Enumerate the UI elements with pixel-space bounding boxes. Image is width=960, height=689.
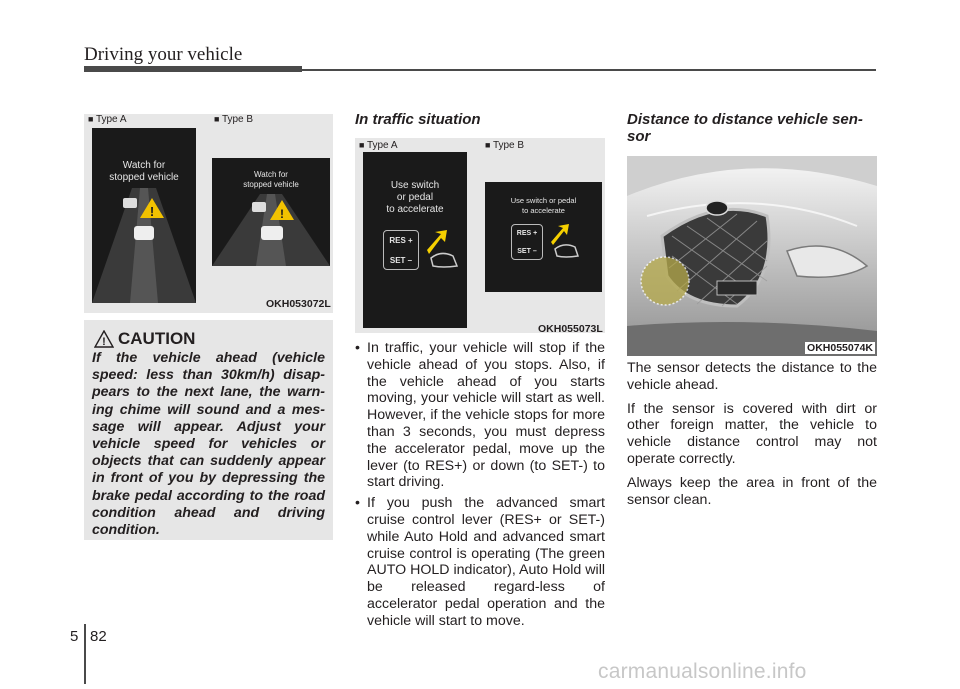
traffic-a-line3: to accelerate <box>386 204 444 215</box>
display-type-b <box>212 158 330 266</box>
traffic-display-type-a <box>363 152 467 328</box>
traffic-bullet-list <box>355 340 605 634</box>
display-a-line1: Watch for <box>122 160 166 171</box>
list-item: • In traffic, your vehicle will stop if the vehicle ahead of you stops. Also, if the vehicle ahead of you starts moving, your vehicle will start as well. However, if the vehicle stops for more than 3 seconds, you must depress the accelerator pedal, move up the lever (to RES+) or down (to SET-) to start driving. <box>355 340 605 491</box>
pedal-arrow-icon <box>421 228 463 272</box>
lever-graphic-b <box>511 224 543 260</box>
sensor-text <box>627 360 877 515</box>
page-number: 82 <box>90 628 107 645</box>
warning-triangle-icon <box>94 330 114 348</box>
sensor-paragraph-3: Always keep the area in front of the sensor clean. <box>627 474 877 508</box>
watermark: carmanualsonline.info <box>598 660 807 683</box>
figure-use-switch <box>355 138 605 333</box>
lever-graphic-a <box>383 230 419 270</box>
pedal-arrow-icon-b <box>545 222 585 262</box>
header-rule-thin <box>302 69 876 71</box>
display-type-a <box>92 128 196 303</box>
car-front-illustration <box>627 156 877 356</box>
chapter-number: 5 <box>70 628 79 645</box>
figure-stopped-vehicle <box>84 114 333 313</box>
traffic-heading: In traffic situation <box>355 111 481 128</box>
res-label-a: RES + <box>389 236 413 245</box>
caution-body: If the vehicle ahead (vehicle speed: less than 30km/h) disap-pears to the next lane, the warn-ing chime will sound and a mes-sage will appear. Adjust your vehicle speed for vehicles or objects that can suddenly appear in front of you by depressing the brake pedal according to the road condition ahead and driving condition. <box>92 350 325 539</box>
traffic-display-type-b <box>485 182 602 292</box>
traffic-b-line1: Use switch or pedal <box>510 196 577 205</box>
res-label-b: RES + <box>516 230 538 237</box>
display-b-line2: stopped vehicle <box>243 180 299 189</box>
traffic-b-line2: to accelerate <box>522 206 565 215</box>
display-a-line2: stopped vehicle <box>109 172 179 183</box>
figure3-code: OKH055074K <box>807 342 873 354</box>
list-item: • If you push the advanced smart cruise control lever (RES+ or SET-) while Auto Hold and advanced smart cruise control is operating (The green AUTO HOLD indicator), Auto Hold will be released regard-less of accelerator pedal operation and the vehicle will start to move. <box>355 495 605 629</box>
set-label-b: SET – <box>517 248 537 255</box>
display-b-line1: Watch for <box>254 170 288 179</box>
traffic-type-a-label: ■ Type A <box>359 140 398 151</box>
page-header-title: Driving your vehicle <box>84 44 243 65</box>
traffic-a-line1: Use switch <box>390 180 440 191</box>
svg-text:!: ! <box>102 336 106 348</box>
road-graphic-a <box>92 188 196 303</box>
type-b-label: ■ Type B <box>214 114 253 125</box>
svg-text:!: ! <box>149 204 155 219</box>
type-a-label: ■ Type A <box>88 114 127 125</box>
traffic-a-line2: or pedal <box>396 192 434 203</box>
header-rule-thick <box>84 66 302 72</box>
caution-title: CAUTION <box>118 329 196 348</box>
sensor-paragraph-2: If the sensor is covered with dirt or other foreign matter, the vehicle to vehicle distance control may not operate correctly. <box>627 400 877 467</box>
sensor-heading: Distance to distance vehicle sen-sor <box>627 111 863 145</box>
footer-rule <box>84 624 86 684</box>
set-label-a: SET – <box>389 256 413 265</box>
svg-text:!: ! <box>280 207 284 221</box>
traffic-type-b-label: ■ Type B <box>485 140 524 151</box>
sensor-paragraph-1: The sensor detects the distance to the vehicle ahead. <box>627 360 877 393</box>
road-graphic-b <box>212 194 330 266</box>
sensor-photo <box>627 156 877 356</box>
figure2-code: OKH055073L <box>538 323 603 335</box>
figure1-code: OKH053072L <box>266 298 331 310</box>
